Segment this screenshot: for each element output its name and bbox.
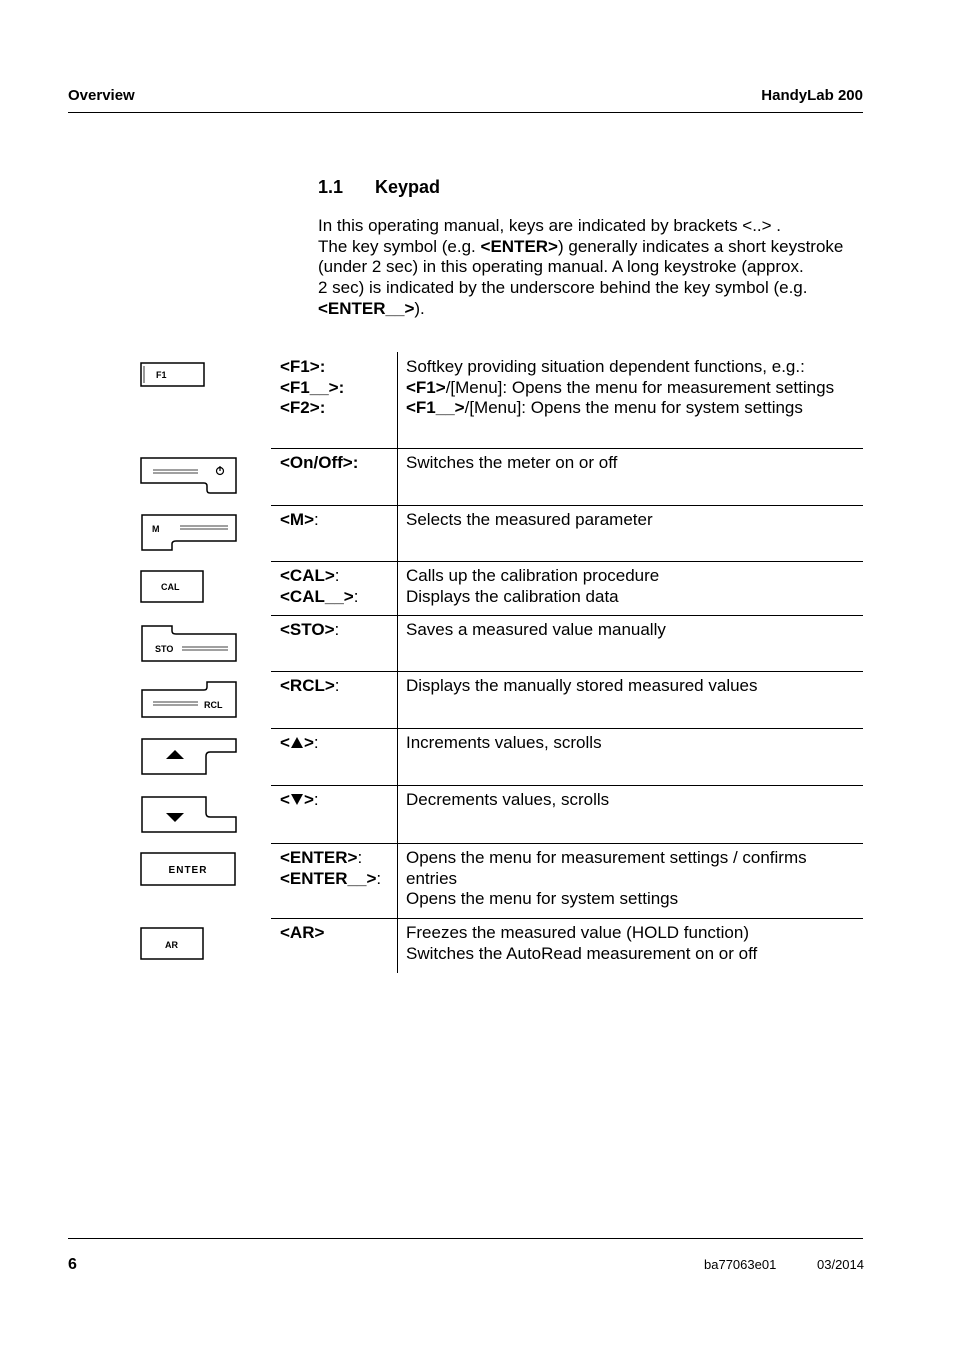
sto-key-icon [140,624,238,664]
running-header-product: HandyLab 200 [761,87,863,104]
key-description: Switches the meter on or off [406,453,618,472]
table-row-divider [271,561,863,562]
key-names: <AR> [280,923,325,942]
section-number: 1.1 [318,177,344,197]
m-key-icon [140,513,238,553]
svg-text:ENTER: ENTER [168,865,208,876]
enter-key-icon [140,852,238,888]
rcl-key-icon [140,680,238,720]
svg-text:AR: AR [165,940,178,950]
footer-rule [68,1238,863,1239]
running-header-section: Overview [68,87,135,104]
table-row-divider [271,785,863,786]
section-title: Keypad [375,177,441,197]
key-names: < >: [280,733,319,752]
key-description: Displays the manually stored measured values [406,676,758,695]
key-names: <RCL>: [280,676,340,695]
power-key-icon [140,456,238,496]
cal-key-icon [140,570,206,604]
svg-text:STO: STO [155,644,174,654]
intro-line: (under 2 sec) in this operating manual. A long keystroke (approx. [318,257,804,277]
key-names: <CAL>: <CAL__>: [280,566,359,606]
key-names: <M>: [280,510,319,529]
table-row-divider [271,843,863,844]
table-row-divider [271,918,863,919]
down-triangle-icon [290,793,304,806]
f1-key-icon [140,362,206,388]
intro-line: <ENTER__>). [318,298,425,318]
intro-line: The key symbol (e.g. <ENTER>) generally indicates a short keystroke [318,236,844,256]
table-row-divider [271,728,863,729]
ar-key-icon [140,927,206,961]
table-row-divider [271,671,863,672]
document-date: 03/2014 [817,1257,864,1272]
key-description: Selects the measured parameter [406,510,653,529]
intro-paragraph [318,216,878,320]
key-description: Calls up the calibration procedure Displays the calibration data [406,566,660,606]
intro-line: In this operating manual, keys are indicated by brackets <..> . [318,216,782,235]
svg-text:F1: F1 [156,370,167,380]
key-names: <STO>: [280,620,340,639]
key-names: <F1>: <F1__>: <F2>: [280,357,345,418]
key-description: Opens the menu for measurement settings / confirms entries Opens the menu for system settings [406,848,807,909]
table-row-divider [271,448,863,449]
document-number: ba77063e01 [704,1257,777,1272]
table-row-divider [271,505,863,506]
page-number: 6 [68,1256,77,1273]
key-description: Saves a measured value manually [406,620,666,639]
key-names: <ENTER>: <ENTER__>: [280,848,382,888]
intro-line: 2 sec) is indicated by the underscore behind the key symbol (e.g. [318,278,808,298]
key-description: Softkey providing situation dependent functions, e.g.: <F1>/[Menu]: Opens the menu for measurement settings <F1__>/[Menu]: Opens the menu for system settings [406,357,835,418]
key-description: Decrements values, scrolls [406,790,610,809]
table-row-divider [271,615,863,616]
svg-text:RCL: RCL [204,700,223,710]
header-rule [68,112,863,113]
svg-text:CAL: CAL [161,582,180,592]
up-arrow-key-icon [140,737,238,777]
svg-text:M: M [152,524,160,534]
key-description: Increments values, scrolls [406,733,602,752]
key-names: < >: [280,790,319,809]
up-triangle-icon [290,736,304,749]
down-arrow-key-icon [140,795,238,835]
key-names: <On/Off>: [280,453,359,472]
key-description: Freezes the measured value (HOLD function) Switches the AutoRead measurement on or off [406,923,758,963]
